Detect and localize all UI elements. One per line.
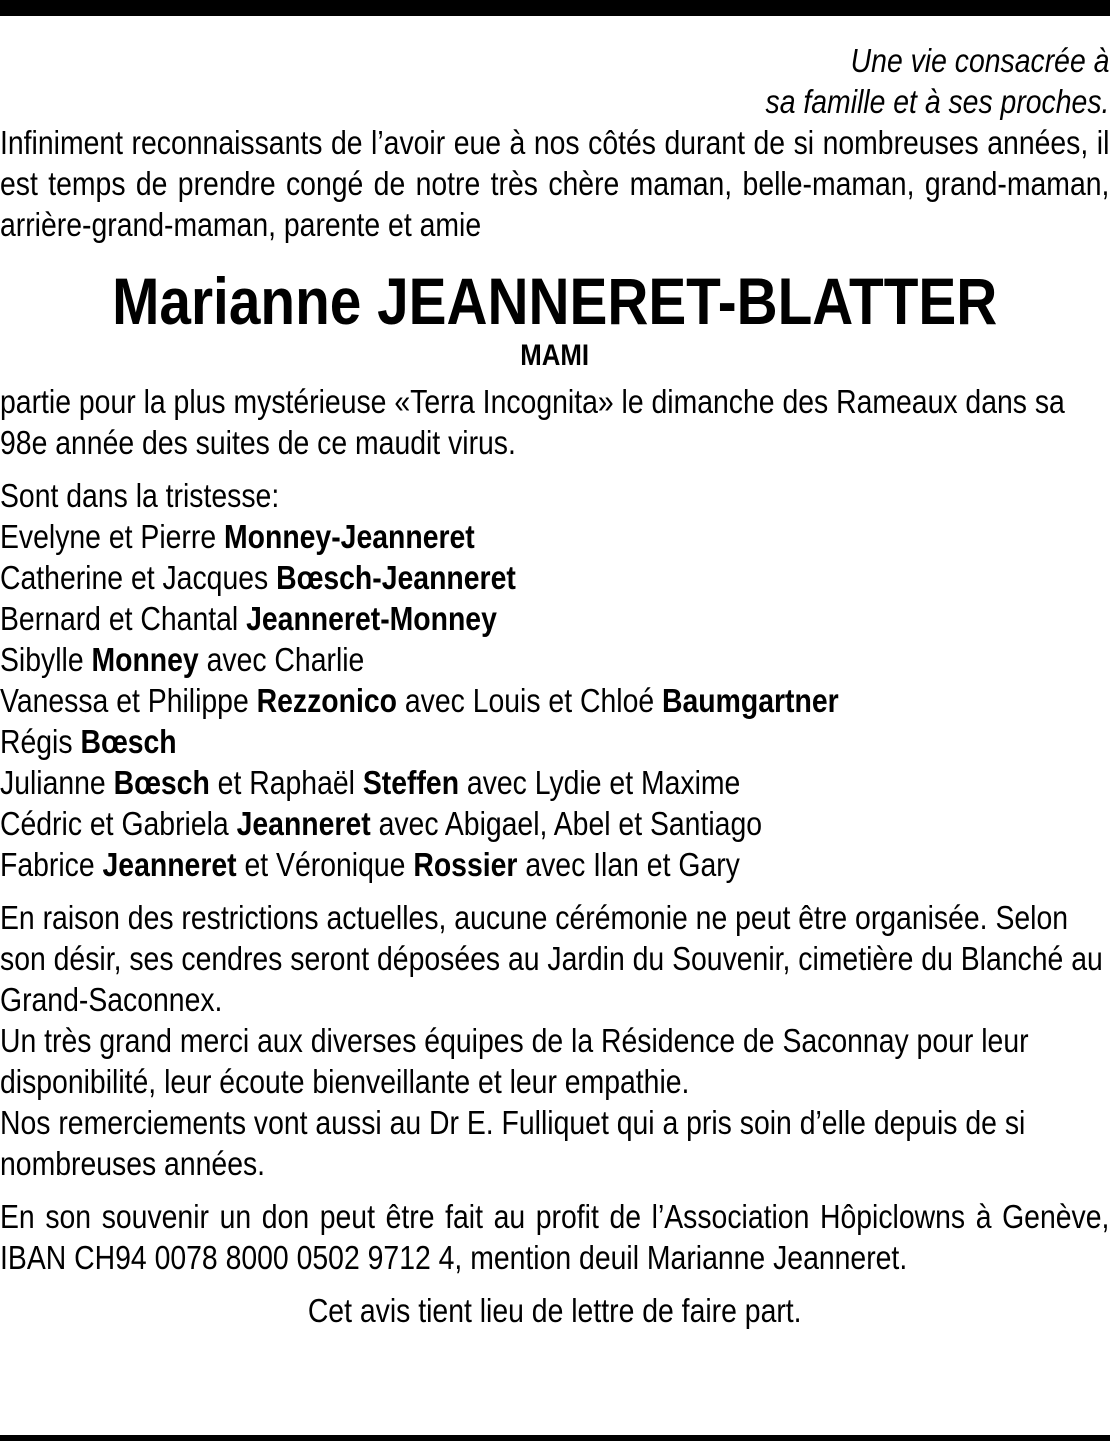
- mourner-text: Bernard et Chantal: [0, 600, 247, 637]
- mourner-line: [0, 762, 1109, 803]
- closing-text: Cet avis tient lieu de lettre de faire part.: [307, 1292, 802, 1329]
- mourner-surname: Monney: [91, 641, 199, 678]
- mourner-text: Sibylle: [0, 641, 92, 678]
- thanks-text-2: Nos remerciements vont aussi au Dr E. Fulliquet qui a pris soin d’elle depuis de si nombreuses années.: [0, 1104, 1026, 1182]
- mourner-text: avec Abigael, Abel et Santiago: [370, 805, 763, 842]
- mourner-text: Evelyne et Pierre: [0, 518, 225, 555]
- mourners-list: [0, 516, 1109, 885]
- departure-text: partie pour la plus mystérieuse «Terra Incognita» le dimanche des Rameaux dans sa 98e année des suites de ce maudit virus.: [0, 383, 1065, 461]
- mourner-surname: Jeanneret: [102, 846, 237, 883]
- mourner-surname: Monney-Jeanneret: [224, 518, 475, 555]
- motto: [0, 40, 1109, 122]
- mourner-surname: Bœsch: [80, 723, 177, 760]
- mourner-line: [0, 639, 1109, 680]
- mourner-surname: Bœsch-Jeanneret: [276, 559, 516, 596]
- mourner-text: Catherine et Jacques: [0, 559, 277, 596]
- motto-line-1: Une vie consacrée à: [850, 42, 1110, 79]
- mourner-text: avec Lydie et Maxime: [459, 764, 741, 801]
- mourner-text: avec Ilan et Gary: [517, 846, 740, 883]
- mourner-surname: Steffen: [362, 764, 460, 801]
- mourner-text: et Raphaël: [209, 764, 363, 801]
- mourner-surname: Rossier: [413, 846, 518, 883]
- mourner-surname: Rezzonico: [256, 682, 397, 719]
- mourner-text: Vanessa et Philippe: [0, 682, 257, 719]
- mourner-surname: Jeanneret: [236, 805, 371, 842]
- mourner-line: [0, 803, 1109, 844]
- mourner-text: avec Charlie: [198, 641, 365, 678]
- deceased-name: Marianne JEANNERET-BLATTER: [112, 264, 998, 338]
- mourner-text: Régis: [0, 723, 81, 760]
- mourner-surname: Bœsch: [113, 764, 210, 801]
- mourner-text: avec Louis et Chloé: [396, 682, 663, 719]
- mourner-text: Cédric et Gabriela: [0, 805, 237, 842]
- mourner-text: Fabrice: [0, 846, 103, 883]
- bottom-border: [0, 1435, 1110, 1441]
- thanks-text-1: Un très grand merci aux diverses équipes de la Résidence de Saconnay pour leur disponibilité, leur écoute bienveillante et leur empathie.: [0, 1022, 1029, 1100]
- mourner-surname: Jeanneret-Monney: [246, 600, 497, 637]
- motto-line-2: sa famille et à ses proches.: [765, 83, 1110, 120]
- mourners-heading: Sont dans la tristesse:: [0, 477, 280, 514]
- mourner-line: [0, 721, 1109, 762]
- mourner-line: [0, 557, 1109, 598]
- obituary-notice: [0, 40, 1109, 1331]
- mourner-surname: Baumgartner: [662, 682, 839, 719]
- mourner-line: [0, 844, 1109, 885]
- mourner-line: [0, 516, 1109, 557]
- mourner-text: Julianne: [0, 764, 114, 801]
- mourner-line: [0, 680, 1109, 721]
- donation-text: En son souvenir un don peut être fait au profit de l’Association Hôpiclowns à Genève, IBAN CH94 0078 8000 0502 9712 4, mention deuil Marianne Jeanneret.: [0, 1198, 1110, 1276]
- ceremony-text: En raison des restrictions actuelles, aucune cérémonie ne peut être organisée. Selon son désir, ses cendres seront déposées au Jardin du Souvenir, cimetière du Blanché au Grand-Saconnex.: [0, 899, 1103, 1018]
- top-border: [0, 0, 1110, 16]
- deceased-nickname: MAMI: [520, 339, 590, 372]
- intro-text: Infiniment reconnaissants de l’avoir eue à nos côtés durant de si nombreuses années, il est temps de prendre congé de notre très chère maman, belle-maman, grand-maman, arrière-grand-maman, parente et amie: [0, 124, 1110, 243]
- mourner-line: [0, 598, 1109, 639]
- mourner-text: et Véronique: [236, 846, 414, 883]
